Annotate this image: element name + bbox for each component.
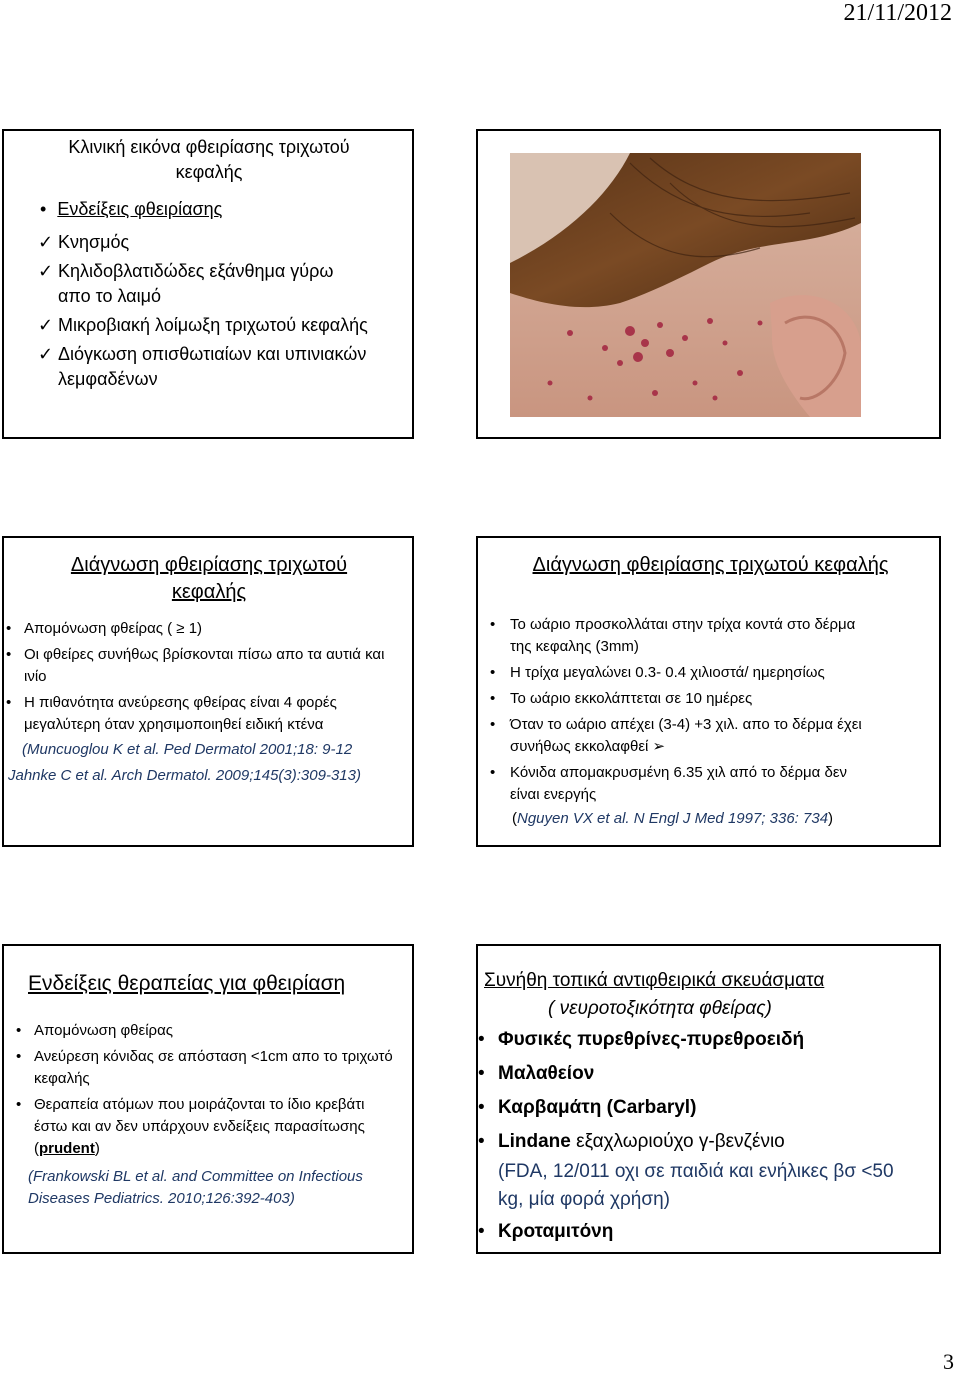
reference-line-1: (Muncuoglou K et al. Ped Dermatol 2001;18: 9-12	[22, 741, 353, 758]
reference: (Frankowski BL et al. and Committee on Infectious Diseases Pediatrics. 2010;126:392-403)	[28, 1168, 363, 1207]
list-item	[16, 1020, 401, 1042]
list-item	[478, 1060, 918, 1088]
check-icon: ✓	[38, 232, 54, 252]
check-item	[38, 313, 368, 338]
bullet: •	[6, 646, 12, 663]
page-number: 3	[943, 1349, 954, 1374]
slide-title: Ενδείξεις θεραπείας για φθειρίαση	[28, 972, 346, 995]
item-text: Το ωάριο εκκολάπτεται σε 10 ημέρες	[510, 690, 753, 707]
item-text-bold: Lindane	[498, 1131, 571, 1152]
check-item	[38, 230, 368, 255]
neck-rash-photo-drawing	[510, 153, 861, 417]
heading-bullet-item	[40, 197, 222, 222]
item-text: Απομόνωση φθείρας	[34, 1022, 173, 1039]
check-text: Διόγκωση οπισθωτιαίων και υπινιακών λεμφαδένων	[58, 344, 367, 389]
item-text: Το ωάριο προσκολλάται στην τρίχα κοντά στο δέρμα της κεφαλης (3mm)	[510, 616, 856, 655]
item-text: Φυσικές πυρεθρίνες-πυρεθροειδή	[498, 1029, 805, 1050]
slide-clinical-picture	[2, 129, 414, 439]
item-text: Μαλαθείον	[498, 1063, 595, 1084]
list-item	[490, 614, 880, 658]
page-date: 21/11/2012	[843, 0, 952, 26]
symptom-checklist	[38, 230, 368, 392]
bullet: •	[16, 1096, 22, 1113]
list-item	[16, 1094, 401, 1160]
egg-facts-list	[490, 614, 880, 812]
list-item-note	[478, 1158, 918, 1214]
check-icon: ✓	[38, 315, 54, 335]
ref-text: Nguyen VX et al. N Engl J Med 1997; 336: 734	[517, 810, 829, 827]
slide-title: Συνήθη τοπικά αντιφθειρικά σκευάσματα	[484, 970, 825, 991]
reference	[512, 810, 833, 827]
list-item	[478, 1026, 918, 1054]
neck-rash-photo	[510, 153, 861, 417]
slide-title: Διάγνωση φθειρίασης τριχωτού κεφαλής	[532, 554, 889, 576]
diagnosis-list	[6, 618, 411, 740]
ref-close: )	[828, 810, 834, 827]
list-item	[490, 688, 880, 710]
list-item	[490, 762, 880, 806]
list-item	[6, 692, 411, 736]
check-icon: ✓	[38, 344, 54, 364]
list-item	[478, 1218, 918, 1246]
slide-treatment-indications	[2, 944, 414, 1254]
bullet: •	[490, 616, 496, 633]
item-text: Ανεύρεση κόνιδας σε απόσταση <1cm απο το τριχωτό κεφαλής	[34, 1048, 393, 1087]
prudent-open: (	[34, 1140, 39, 1157]
slide-title: Διάγνωση φθειρίασης τριχωτού κεφαλής	[70, 554, 348, 603]
prudent-close: )	[94, 1140, 100, 1157]
item-text: Όταν το ωάριο απέχει (3-4) +3 χιλ. απο το δέρμα έχει συνήθως εκκολαφθεί	[510, 716, 862, 755]
item-text: Κροταμιτόνη	[498, 1221, 614, 1242]
bullet: •	[6, 694, 12, 711]
slide-subtitle: ( νευροτοξικότητα φθείρας)	[548, 998, 772, 1019]
prudent-label: prudent	[39, 1140, 95, 1157]
bullet: •	[16, 1048, 22, 1065]
treatment-indications-list	[16, 1020, 401, 1164]
slide-title: Κλινική εικόνα φθειρίασης τριχωτού κεφαλής	[68, 137, 350, 182]
reference-line-2: Jahnke C et al. Arch Dermatol. 2009;145(3):309-313)	[8, 767, 361, 784]
item-text: Η πιθανότητα ανεύρεσης φθείρας είναι 4 φορές μεγαλύτερη όταν χρησιμοποιηθεί ειδική κτένα	[24, 694, 337, 733]
indications-heading: Ενδείξεις φθειρίασης	[57, 199, 223, 219]
list-item	[478, 1094, 918, 1122]
slide-diagnosis-2	[476, 536, 941, 847]
lindane-note: (FDA, 12/011 οχι σε παιδιά και ενήλικες βσ <50 kg, μία φορά χρήση)	[498, 1161, 894, 1210]
ref-open: (	[512, 810, 517, 827]
slide-photo	[476, 129, 941, 439]
item-text: Απομόνωση φθείρας ( ≥ 1)	[24, 620, 203, 637]
item-text: Οι φθείρες συνήθως βρίσκονται πίσω απο τα αυτιά και ινίο	[24, 646, 385, 685]
item-text: Καρβαμάτη (Carbaryl)	[498, 1097, 697, 1118]
list-item	[6, 644, 411, 688]
list-item	[490, 662, 880, 684]
check-text: Κνησμός	[58, 232, 130, 252]
slide-diagnosis-1	[2, 536, 414, 847]
item-text: Η τρίχα μεγαλώνει 0.3- 0.4 χιλιοστά/ ημερησίως	[510, 664, 825, 681]
item-text: Θεραπεία ατόμων που μοιράζονται το ίδιο κρεβάτι έστω και αν δεν υπάρχουν ενδείξεις παρασίτωσης	[34, 1096, 365, 1135]
bullet: •	[478, 1131, 485, 1152]
list-item	[478, 1128, 918, 1156]
check-item	[38, 342, 368, 392]
bullet: •	[16, 1022, 22, 1039]
bullet: •	[478, 1029, 485, 1050]
bullet: •	[490, 764, 496, 781]
bullet: •	[478, 1221, 485, 1242]
bullet: •	[478, 1097, 485, 1118]
check-icon: ✓	[38, 261, 54, 281]
list-item	[16, 1046, 401, 1090]
list-item	[490, 714, 880, 758]
bullet: •	[490, 664, 496, 681]
bullet: •	[478, 1063, 485, 1084]
check-text: Κηλιδοβλατιδώδες εξάνθημα γύρω απο το λαιμό	[58, 261, 334, 306]
topical-treatments-list	[478, 1026, 918, 1246]
bullet: •	[490, 716, 496, 733]
slide-topical-treatments	[476, 944, 941, 1254]
bullet: •	[6, 620, 12, 637]
list-item	[6, 618, 411, 640]
check-text: Μικροβιακή λοίμωξη τριχωτού κεφαλής	[58, 315, 368, 335]
item-text: εξαχλωριούχο γ-βενζένιο	[570, 1131, 785, 1152]
arrow-icon: ➢	[652, 738, 666, 755]
check-item	[38, 259, 368, 309]
bullet: •	[490, 690, 496, 707]
bullet: •	[40, 199, 47, 219]
item-text: Κόνιδα απομακρυσμένη 6.35 χιλ από το δέρμα δεν είναι ενεργής	[510, 764, 848, 803]
